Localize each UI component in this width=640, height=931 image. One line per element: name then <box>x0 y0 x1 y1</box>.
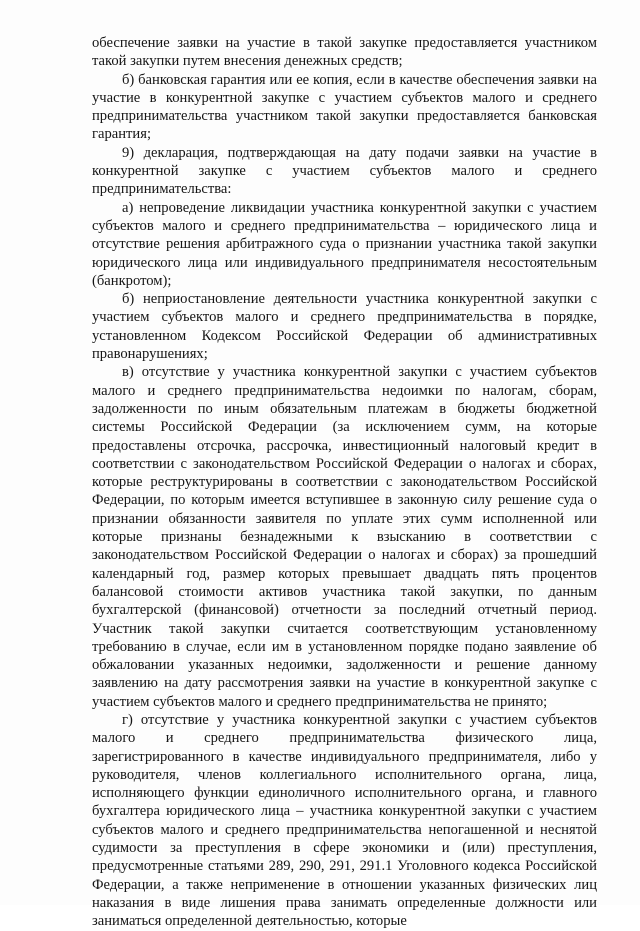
paragraph-item-g: г) отсутствие у участника конкурентной закупки с участием субъектов малого и среднего предпринимательства физического лица, зарегистрированного в качестве индивидуального предпринимателя, либо у руководителя, членов коллегиального исполнительного органа, лица, исполняющего функции единоличного исполнительного органа, и главного бухгалтера юридического лица – участника конкурентной закупки с участием субъектов малого и среднего предпринимательства непогашенной и неснятой судимости за преступления в сфере экономики и (или) преступления, предусмотренные статьями 289, 290, 291, 291.1 Уголовного кодекса Российской Федерации, а также неприменение в отношении указанных физических лиц наказания в виде лишения права занимать определенные должности или заниматься определенной деятельностью, которые <box>92 711 597 930</box>
paragraph-declaration-9: 9) декларация, подтверждающая на дату подачи заявки на участие в конкурентной закупке с участием субъектов малого и среднего предпринимательства: <box>92 144 597 198</box>
paragraph-bank-guarantee: б) банковская гарантия или ее копия, если в качестве обеспечения заявки на участие в конкурентной закупке с участием субъектов малого и среднего предпринимательства участником такой закупки предоставляется банковская гарантия; <box>92 71 597 143</box>
paragraph-item-v: в) отсутствие у участника конкурентной закупки с участием субъектов малого и среднего предпринимательства недоимки по налогам, сборам, задолженности по иным обязательным платежам в бюджеты бюджетной системы Российской Федерации (за исключением сумм, на которые предоставлены отсрочка, рассрочка, инвестиционный налоговый кредит в соответствии с законодательством Российской Федерации о налогах и сборах, которые реструктурированы в соответствии с законодательством Российской Федерации, по которым имеется вступившее в законную силу решение суда о признании обязанности заявителя по уплате этих сумм исполненной или которые признаны безнадежными к взысканию в соответствии с законодательством Российской Федерации о налогах и сборах) за прошедший календарный год, размер которых превышает двадцать пять процентов балансовой стоимости активов участника такой закупки, по данным бухгалтерской (финансовой) отчетности за последний отчетный период. Участник такой закупки считается соответствующим установленному требованию в случае, если им в установленном порядке подано заявление об обжаловании указанных недоимки, задолженности и решение данному заявлению на дату рассмотрения заявки на участие в конкурентной закупке с участием субъектов малого и среднего предпринимательства не принято; <box>92 364 597 710</box>
document-body <box>92 34 597 931</box>
paragraph-item-b: б) неприостановление деятельности участника конкурентной закупки с участием субъектов малого и среднего предпринимательства в порядке, установленном Кодексом Российской Федерации об административных правонарушениях; <box>92 291 597 363</box>
paragraph-item-a: а) непроведение ликвидации участника конкурентной закупки с участием субъектов малого и среднего предпринимательства – юридического лица и отсутствие решения арбитражного суда о признании участника такой закупки юридического лица или индивидуального предпринимателя несостоятельным (банкротом); <box>92 199 597 289</box>
paragraph-continuation: обеспечение заявки на участие в такой закупке предоставляется участником такой закупки путем внесения денежных средств; <box>92 35 597 70</box>
